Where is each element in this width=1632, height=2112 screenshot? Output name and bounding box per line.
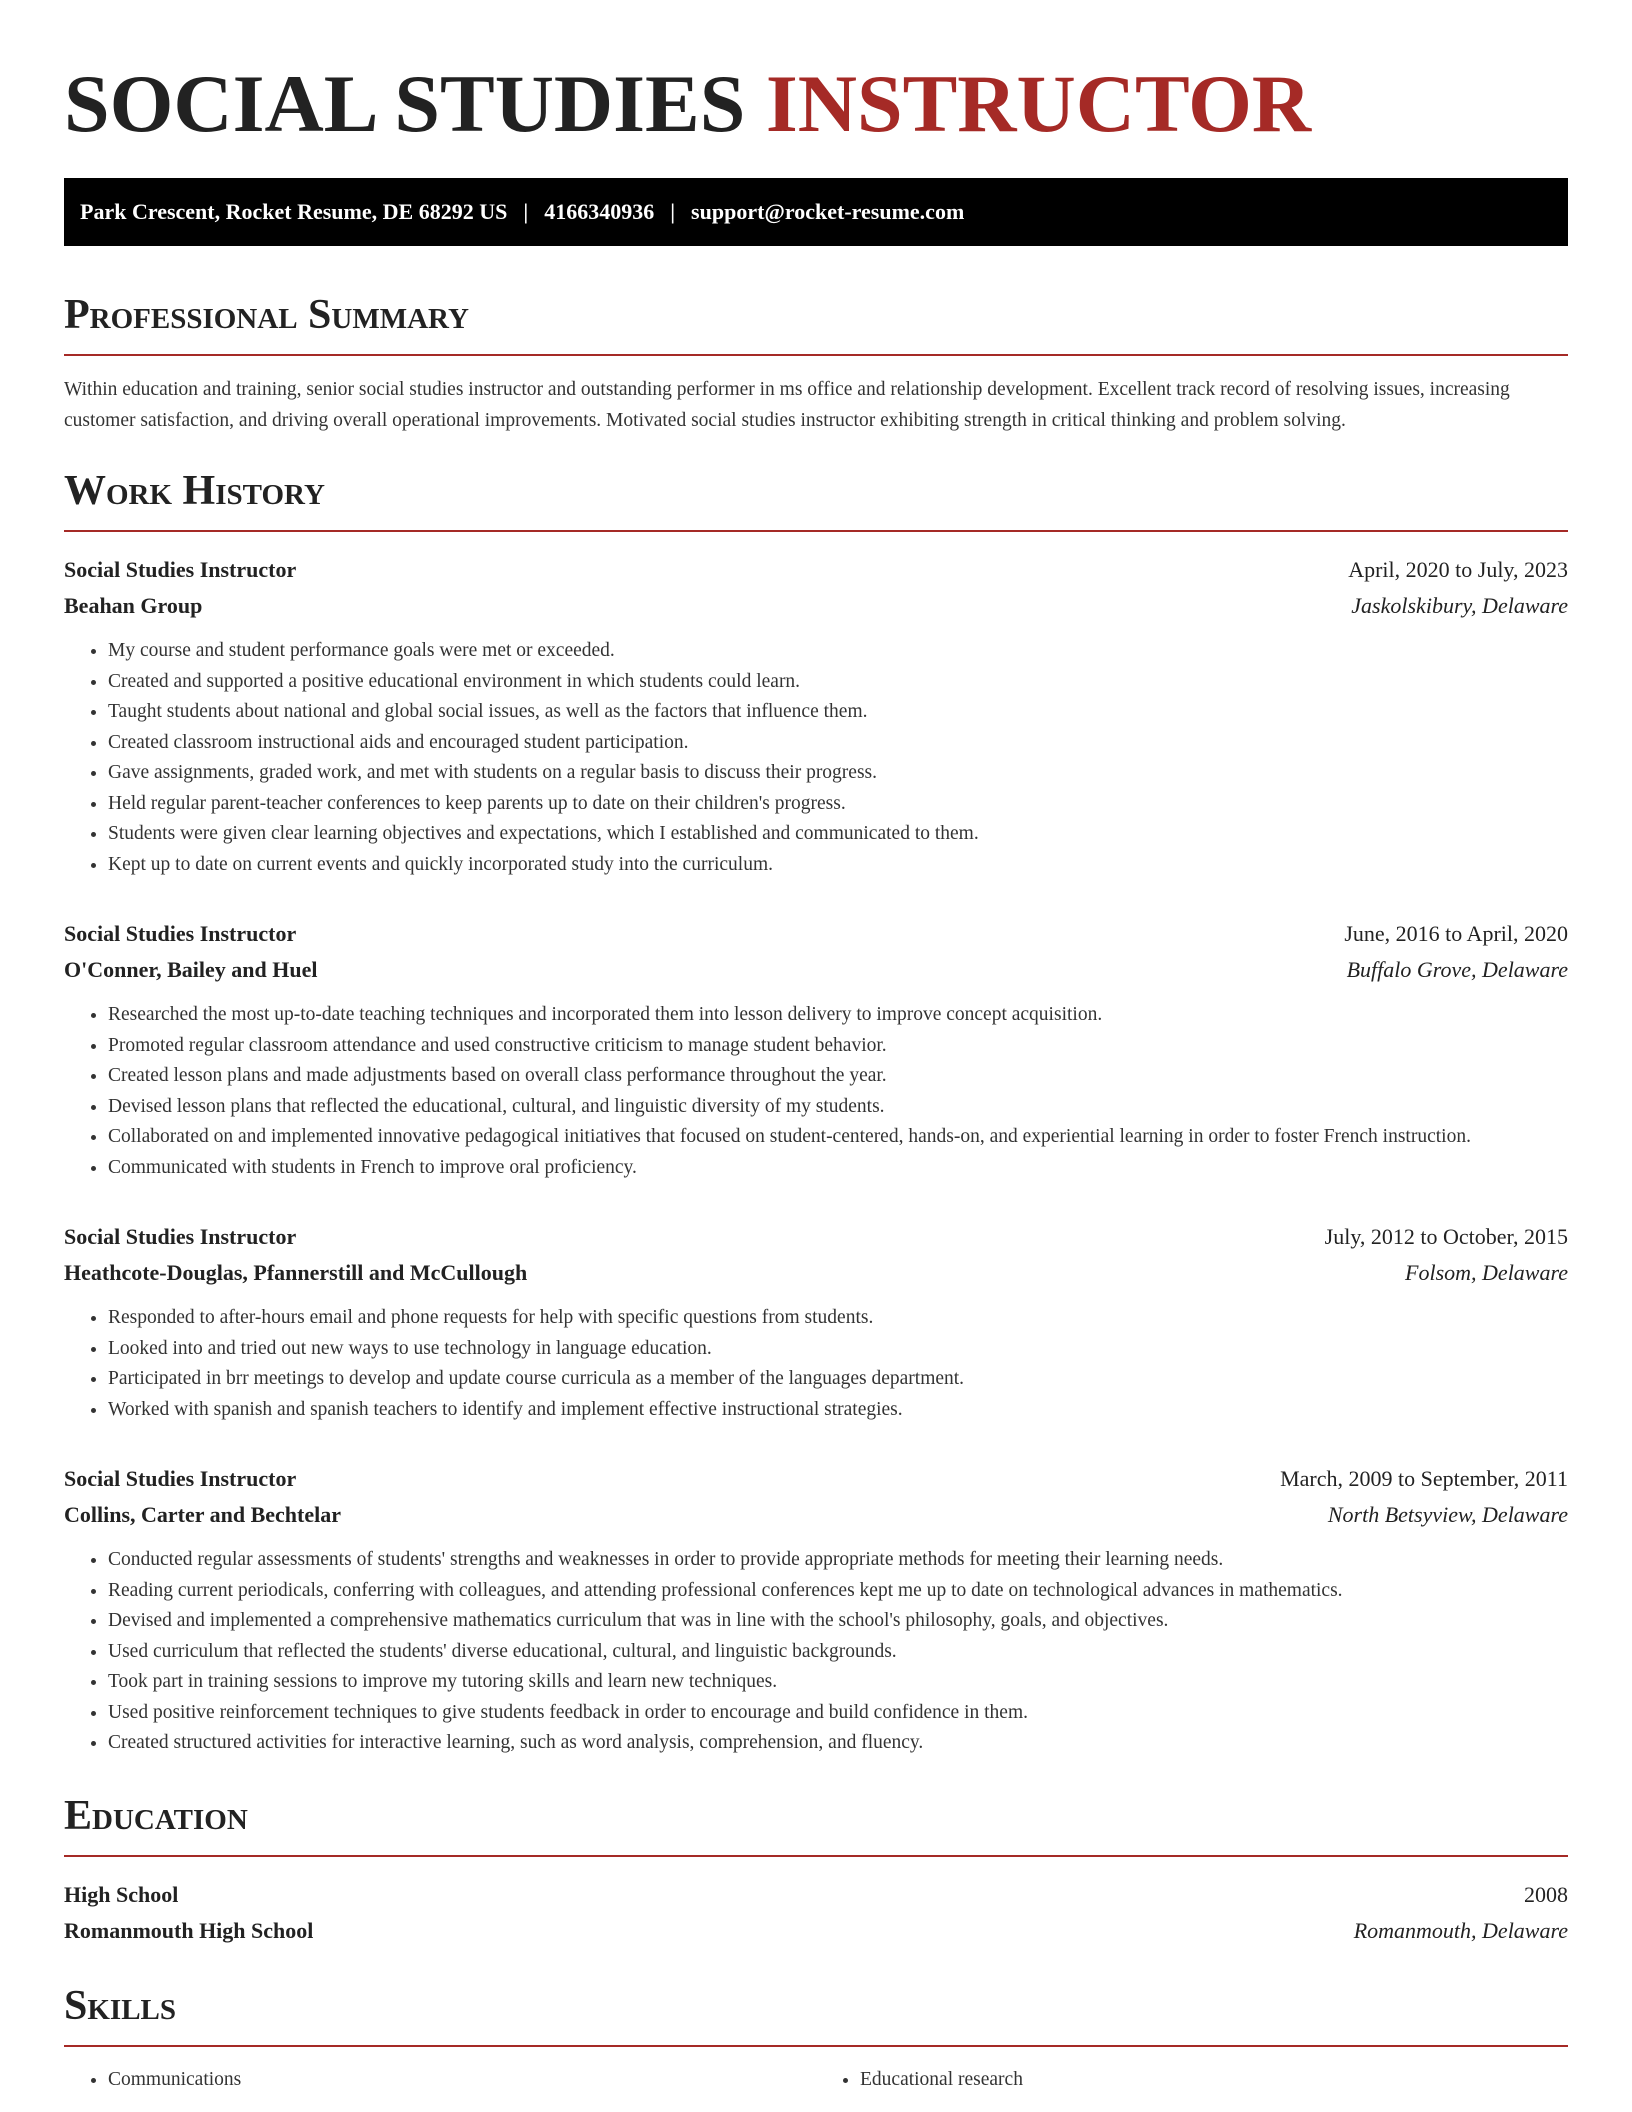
- job-dates: March, 2009 to September, 2011: [1280, 1466, 1568, 1491]
- list-item: • Communicated with students in French to improve oral proficiency.: [108, 1153, 1568, 1184]
- skills-column-left: [64, 2065, 816, 2095]
- contact-separator: |: [670, 199, 676, 224]
- summary-heading: Professional Summary: [64, 292, 469, 338]
- list-item: • Devised lesson plans that reflected the educational, cultural, and linguistic diversity of my students.: [108, 1092, 1568, 1123]
- job-location: Jaskolskibury, Delaware: [1351, 593, 1568, 618]
- skills-column-right: [816, 2065, 1568, 2095]
- section-divider: [64, 1855, 1568, 1857]
- section-divider: [64, 530, 1568, 532]
- list-item: • Researched the most up-to-date teaching techniques and incorporated them into lesson delivery to improve concept acquisition.: [108, 1000, 1568, 1031]
- education-degree: High School: [64, 1881, 179, 1907]
- skill-item: • Communications: [108, 2065, 816, 2095]
- list-item: • My course and student performance goals were met or exceeded.: [108, 636, 1568, 667]
- list-item: • Used curriculum that reflected the students' diverse educational, cultural, and linguistic backgrounds.: [108, 1637, 1568, 1668]
- list-item: • Participated in brr meetings to develop and update course curricula as a member of the languages department.: [108, 1364, 1568, 1395]
- list-item: • Held regular parent-teacher conferences to keep parents up to date on their children's progress.: [108, 789, 1568, 820]
- section-divider: [64, 2045, 1568, 2047]
- job-dates: June, 2016 to April, 2020: [1344, 921, 1568, 946]
- job-entry: [64, 916, 1568, 1183]
- list-item: • Gave assignments, graded work, and met with students on a regular basis to discuss their progress.: [108, 758, 1568, 789]
- job-bullets: [64, 1545, 1568, 1759]
- skill-item: • Educational research: [860, 2065, 1568, 2095]
- contact-email: support@rocket-resume.com: [691, 199, 965, 224]
- education-location: Romanmouth, Delaware: [1353, 1917, 1568, 1943]
- education-school: Romanmouth High School: [64, 1917, 314, 1943]
- list-item: • Reading current periodicals, conferring with colleagues, and attending professional conferences kept me up to date on technological advances in mathematics.: [108, 1576, 1568, 1607]
- job-company: Collins, Carter and Bechtelar: [64, 1502, 342, 1527]
- list-item: • Looked into and tried out new ways to use technology in language education.: [108, 1334, 1568, 1365]
- list-item: • Collaborated on and implemented innovative pedagogical initiatives that focused on student-centered, hands-on, and experiential learning in order to foster French instruction.: [108, 1122, 1568, 1153]
- skills-heading: Skills: [64, 1982, 177, 2029]
- job-title: Social Studies Instructor: [64, 1466, 297, 1491]
- contact-separator: |: [523, 199, 529, 224]
- list-item: • Devised and implemented a comprehensive mathematics curriculum that was in line with the school's philosophy, goals, and objectives.: [108, 1606, 1568, 1637]
- contact-address: Park Crescent, Rocket Resume, DE 68292 US: [80, 199, 508, 224]
- section-divider: [64, 354, 1568, 356]
- job-title: Social Studies Instructor: [64, 1224, 297, 1249]
- education-section: [64, 1791, 1568, 1949]
- contact-phone: 4166340936: [544, 199, 655, 224]
- job-entry: [64, 1219, 1568, 1425]
- job-dates: July, 2012 to October, 2015: [1324, 1224, 1568, 1249]
- education-heading: Education: [64, 1792, 248, 1839]
- contact-bar: [64, 178, 1568, 246]
- skills-grid: [64, 2065, 1568, 2095]
- job-company: Heathcote-Douglas, Pfannerstill and McCullough: [64, 1260, 528, 1285]
- job-bullets: [64, 1000, 1568, 1183]
- list-item: • Kept up to date on current events and quickly incorporated study into the curriculum.: [108, 850, 1568, 881]
- page-title: [64, 58, 1568, 150]
- list-item: • Created and supported a positive educational environment in which students could learn.: [108, 667, 1568, 698]
- list-item: • Worked with spanish and spanish teachers to identify and implement effective instructional strategies.: [108, 1395, 1568, 1426]
- skills-section: [64, 1981, 1568, 2095]
- job-title: Social Studies Instructor: [64, 557, 297, 582]
- title-main: SOCIAL STUDIES: [64, 58, 746, 149]
- list-item: • Responded to after-hours email and phone requests for help with specific questions from students.: [108, 1303, 1568, 1334]
- list-item: • Students were given clear learning objectives and expectations, which I established and communicated to them.: [108, 819, 1568, 850]
- list-item: • Created classroom instructional aids and encouraged student participation.: [108, 728, 1568, 759]
- job-title: Social Studies Instructor: [64, 921, 297, 946]
- list-item: • Took part in training sessions to improve my tutoring skills and learn new techniques.: [108, 1667, 1568, 1698]
- list-item: • Created lesson plans and made adjustments based on overall class performance throughout the year.: [108, 1061, 1568, 1092]
- job-entry: [64, 552, 1568, 880]
- title-accent: INSTRUCTOR: [765, 58, 1312, 149]
- list-item: • Conducted regular assessments of students' strengths and weaknesses in order to provide appropriate methods for meeting their learning needs.: [108, 1545, 1568, 1576]
- job-location: Folsom, Delaware: [1405, 1260, 1568, 1285]
- job-bullets: [64, 636, 1568, 880]
- list-item: • Used positive reinforcement techniques to give students feedback in order to encourage and build confidence in them.: [108, 1698, 1568, 1729]
- list-item: • Created structured activities for interactive learning, such as word analysis, comprehension, and fluency.: [108, 1728, 1568, 1759]
- work-history-heading: Work History: [64, 468, 325, 514]
- job-entry: [64, 1461, 1568, 1759]
- job-location: North Betsyview, Delaware: [1327, 1502, 1568, 1527]
- list-item: • Promoted regular classroom attendance and used constructive criticism to manage student behavior.: [108, 1031, 1568, 1062]
- job-company: O'Conner, Bailey and Huel: [64, 957, 318, 982]
- education-entry: [64, 1877, 1568, 1949]
- job-location: Buffalo Grove, Delaware: [1346, 957, 1568, 982]
- job-bullets: [64, 1303, 1568, 1425]
- education-year: 2008: [1524, 1881, 1568, 1907]
- work-history-section: [64, 466, 1568, 1759]
- job-dates: April, 2020 to July, 2023: [1348, 557, 1568, 582]
- summary-text: Within education and training, senior social studies instructor and outstanding performer in ms office and relationship development. Excellent track record of resolving issues, increasing customer satisfaction, and driving overall operational improvements. Motivated social studies instructor exhibiting strength in critical thinking and problem solving.: [64, 379, 1510, 431]
- job-company: Beahan Group: [64, 593, 203, 618]
- list-item: • Taught students about national and global social issues, as well as the factors that influence them.: [108, 697, 1568, 728]
- summary-section: [64, 290, 1568, 436]
